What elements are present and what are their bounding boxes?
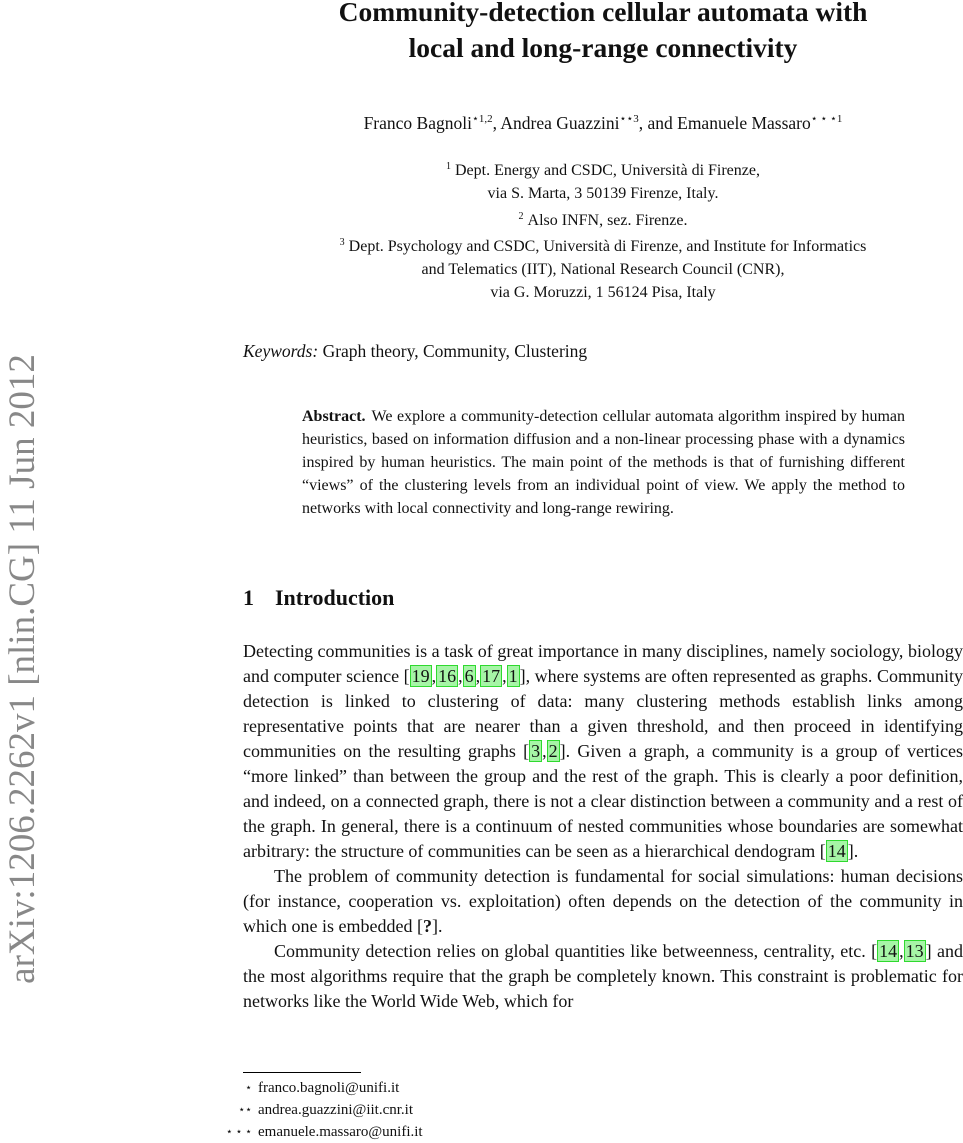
citation-link[interactable]: 3 bbox=[531, 741, 541, 761]
title-line-2: local and long-range connectivity bbox=[408, 32, 798, 63]
text-run: The problem of community detection is fundamental for social simulations: human decisions (for instance, cooperation vs. exploitation) often depends on the detection of the community in which one is embedded [ bbox=[243, 866, 963, 936]
paper-title bbox=[243, 0, 963, 66]
citation-link[interactable]: 19 bbox=[411, 666, 430, 686]
affiliation-text: and Telematics (IIT), National Research Council (CNR), bbox=[421, 261, 785, 279]
author-name: Emanuele Massaro bbox=[677, 112, 811, 133]
abstract-text: We explore a community-detection cellular automata algorithm inspired by human heuristics, based on information diffusion and a non-linear processing phase with a dynamics inspired by human heuristics. The main point of the methods is that of furnishing different “views” of the clustering levels from an individual point of view. We apply the method to networks with local connectivity and long-range rewiring. bbox=[302, 408, 905, 517]
affiliation-line bbox=[243, 282, 963, 305]
affiliation-text: Dept. Energy and CSDC, Università di Firenze, bbox=[455, 162, 760, 179]
text-run: ]. Given a graph, a community is a group of vertices “more linked” than between the group and the rest of the graph. This is clearly a poor definition, and indeed, on a connected graph, there is not a clear distinction between a community and a rest of the graph. In general, there is a continuum of nested communities whose boundaries are somewhat arbitrary: the structure of communities can be seen as a hierarchical dendogram [ bbox=[243, 741, 963, 861]
footnote bbox=[200, 1077, 423, 1099]
affiliation-line bbox=[243, 206, 963, 233]
citation-link[interactable]: 14 bbox=[879, 941, 898, 961]
author-name: Andrea Guazzini bbox=[500, 112, 620, 133]
comma: , bbox=[475, 666, 481, 686]
keywords-text: Graph theory, Community, Clustering bbox=[318, 341, 588, 361]
paragraph bbox=[243, 864, 963, 939]
text-run: Detecting communities is a task of great importance in many disciplines, namely sociology, biology and computer science [ bbox=[243, 641, 963, 686]
footnotes bbox=[200, 1077, 423, 1143]
text-run: ]. bbox=[431, 916, 443, 936]
section-number: 1 bbox=[243, 585, 254, 610]
footnote-mark: ⋆⋆ bbox=[238, 1104, 252, 1116]
affiliation-line bbox=[243, 232, 963, 259]
section-title: Introduction bbox=[275, 585, 395, 610]
abstract-label: Abstract. bbox=[302, 408, 366, 425]
comma: , bbox=[458, 666, 463, 686]
affiliation-text: Also INFN, sez. Firenze. bbox=[527, 211, 688, 229]
footnote-mark: ⋆ bbox=[245, 1082, 252, 1094]
comma: , bbox=[502, 666, 507, 686]
author-sep: , and bbox=[638, 112, 678, 133]
text-run: ], where systems are often represented as graphs. Community detection is linked to clustering of data: many clustering methods establish links among representative points that are nearer than a given threshold, and then proceed in identifying communities on the resulting graphs [ bbox=[243, 666, 963, 761]
keywords-label: Keywords: bbox=[243, 341, 319, 361]
author-mark: ⋆ ⋆ ⋆1 bbox=[810, 113, 843, 125]
author-mark: ⋆1,2 bbox=[471, 113, 493, 125]
text-run: ]. bbox=[847, 841, 859, 861]
citation-link[interactable]: 2 bbox=[548, 741, 558, 761]
arxiv-identifier: arXiv:1206.2262v1 [nlin.CG] 11 Jun 2012 bbox=[2, 354, 43, 984]
footnote-mark: ⋆ ⋆ ⋆ bbox=[225, 1126, 252, 1138]
author-mark: ⋆⋆3 bbox=[619, 113, 639, 125]
affiliation-mark: 3 bbox=[339, 237, 345, 249]
author-list bbox=[243, 112, 963, 134]
affiliation-text: Dept. Psychology and CSDC, Università di Firenze, and Institute for Informatics bbox=[348, 238, 867, 256]
unresolved-citation: ? bbox=[422, 916, 432, 936]
text-run: ] and the most algorithms require that the graph be completely known. This constraint is problematic for networks like the World Wide Web, which for bbox=[243, 941, 963, 1011]
citation-link[interactable]: 6 bbox=[464, 666, 474, 686]
paragraph bbox=[243, 939, 963, 1014]
keywords bbox=[243, 341, 587, 362]
footnote-email[interactable]: emanuele.massaro@unifi.it bbox=[258, 1124, 423, 1140]
author-name: Franco Bagnoli bbox=[363, 112, 472, 133]
affiliation-line bbox=[243, 183, 963, 206]
citation-link[interactable]: 1 bbox=[508, 666, 518, 686]
citation-link[interactable]: 14 bbox=[827, 841, 846, 861]
paragraph bbox=[243, 639, 963, 864]
section-heading bbox=[243, 585, 394, 611]
citation-link[interactable]: 17 bbox=[482, 666, 501, 686]
body-text bbox=[243, 639, 963, 1014]
abstract bbox=[302, 405, 905, 520]
affiliation-mark: 2 bbox=[518, 210, 524, 222]
affiliation-line bbox=[243, 259, 963, 282]
affiliation-text: via S. Marta, 3 50139 Firenze, Italy. bbox=[487, 184, 719, 202]
affiliations bbox=[243, 156, 963, 305]
comma: , bbox=[542, 741, 547, 761]
affiliation-line bbox=[243, 156, 963, 183]
footnote-email[interactable]: andrea.guazzini@iit.cnr.it bbox=[258, 1102, 414, 1118]
footnote-rule bbox=[243, 1072, 361, 1073]
comma: , bbox=[899, 941, 904, 961]
footnote bbox=[200, 1099, 423, 1121]
author-sep: , bbox=[492, 112, 501, 133]
footnote-email[interactable]: franco.bagnoli@unifi.it bbox=[258, 1080, 400, 1096]
affiliation-text: via G. Moruzzi, 1 56124 Pisa, Italy bbox=[490, 283, 716, 301]
citation-link[interactable]: 16 bbox=[438, 666, 457, 686]
title-line-1: Community-detection cellular automata with bbox=[338, 0, 868, 27]
comma: , bbox=[431, 666, 437, 686]
citation-link[interactable]: 13 bbox=[905, 941, 924, 961]
text-run: Community detection relies on global quantities like betweenness, centrality, etc. [ bbox=[274, 941, 878, 961]
footnote bbox=[200, 1121, 423, 1143]
affiliation-mark: 1 bbox=[446, 161, 451, 172]
